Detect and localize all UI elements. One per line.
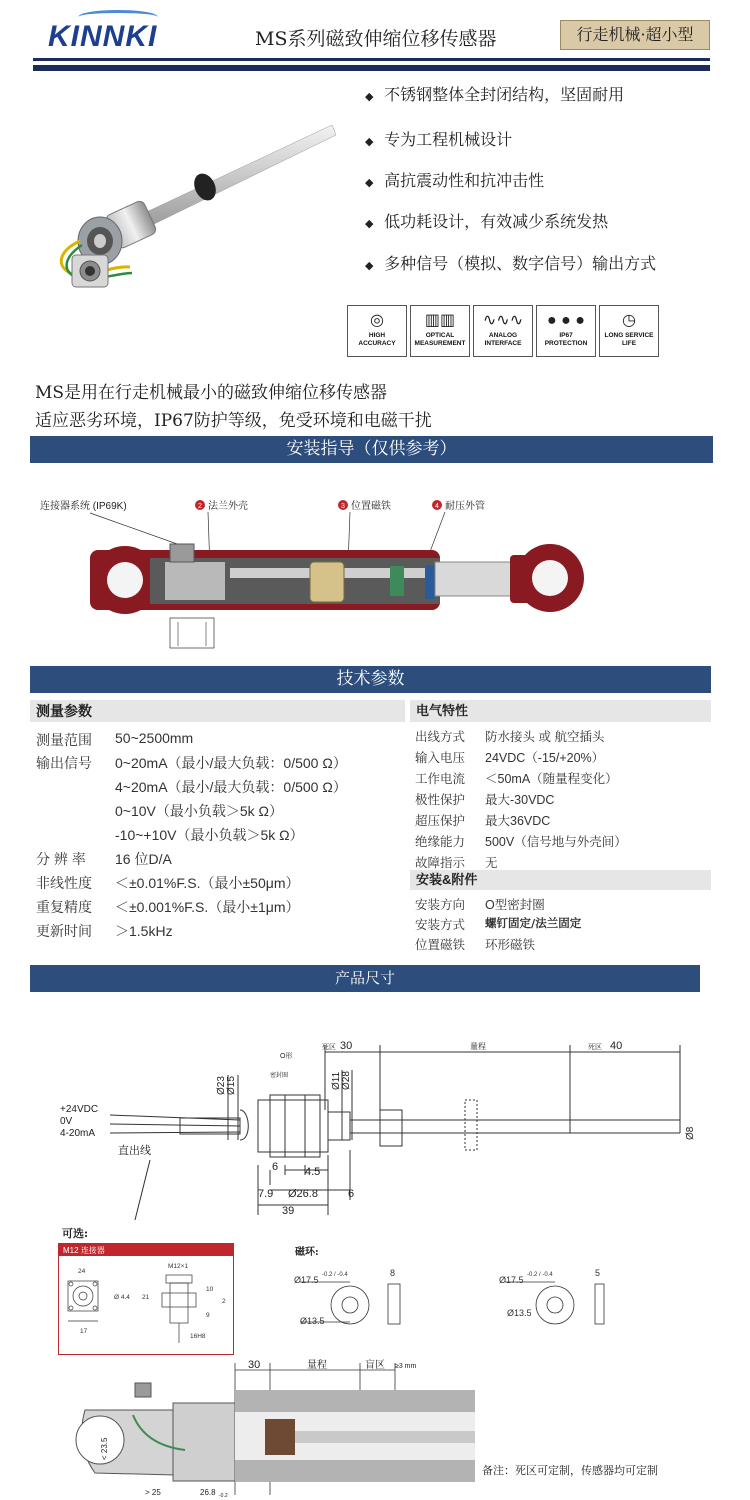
spec-label: 分 辨 率 [36,851,86,867]
feature-item: ◆ 专为工程机械设计 [365,130,513,149]
magnet-ring-2 [495,1260,635,1340]
svg-text:8: 8 [390,1268,396,1278]
svg-text:-0.2 / -0.4: -0.2 / -0.4 [527,1272,553,1278]
product-image [40,115,350,305]
svg-text:Ø 4.4: Ø 4.4 [114,1294,130,1301]
spec-value: O型密封圈 [485,898,545,912]
spec-label: 位置磁铁 [415,938,466,952]
svg-text:-0.2 / -0.4: -0.2 / -0.4 [322,1272,348,1278]
spec-label: 重复精度 [36,899,92,915]
spec-value: 24VDC（-15/+20%） [485,751,605,765]
scale-icon: ▥▥ [424,312,456,329]
svg-text:Ø13.5: Ø13.5 [300,1316,325,1326]
spec-value: ＜±0.01%F.S.（最小±50μm） [115,875,300,891]
svg-text:6: 6 [272,1161,279,1173]
spec-value: 无 [485,856,498,870]
svg-text:Ø8: Ø8 [685,1126,696,1140]
header-rule-thick [33,65,710,71]
spec-value: 4~20mA（最小/最大负载：0/500 Ω） [115,779,347,795]
category-tag: 行走机械·超小型 [560,20,710,50]
svg-text:26.8: 26.8 [200,1488,216,1497]
feature-item: ◆ 低功耗设计，有效减少系统发热 [365,212,609,231]
svg-text:21: 21 [142,1294,150,1301]
svg-text:9: 9 [206,1312,210,1319]
spec-label: 故障指示 [415,856,466,870]
label-connector: 连接器系统 (IP69K) [40,501,127,512]
spec-value: -10~+10V（最小负载＞5k Ω） [115,827,304,843]
svg-text:16H8: 16H8 [190,1333,206,1340]
svg-text:6: 6 [348,1188,355,1200]
svg-text:5: 5 [595,1268,601,1278]
label-tube: 耐压外管 [445,501,485,512]
svg-text:Ø28: Ø28 [341,1071,352,1090]
spec-value: 环形磁铁 [485,938,536,952]
feature-item: ◆ 高抗震动性和抗冲击性 [365,171,545,190]
svg-text:2: 2 [198,503,202,510]
spec-label: 绝缘能力 [415,835,466,849]
badge-optical-measurement: ▥▥ OPTICAL MEASUREMENT [410,305,470,357]
magnet-ring-1 [290,1260,430,1340]
spec-label: 输入电压 [415,751,466,765]
brand-logo: KINNKI [48,20,158,53]
spec-value: 50~2500mm [115,730,194,746]
svg-text:39: 39 [282,1205,295,1217]
install-diagram [30,470,720,660]
cylinder-install-drawing [55,1355,475,1500]
wire-label-24v: +24VDC [60,1104,99,1115]
svg-text:40: 40 [610,1040,623,1052]
svg-text:≥3 mm: ≥3 mm [395,1363,417,1370]
spec-label: 超压保护 [415,814,466,828]
spec-value: 16 位D/A [115,851,172,867]
svg-text:< 23.5: < 23.5 [100,1437,109,1460]
feature-item: ◆ 不锈钢整体全封闭结构，坚固耐用 [365,85,625,104]
feature-item: ◆ 多种信号（模拟、数字信号）输出方式 [365,254,657,273]
install-accessories-head: 安装&附件 [410,870,711,890]
svg-text:量程: 量程 [307,1360,327,1371]
intro-line-1: MS是用在行走机械最小的磁致伸缩位移传感器 [35,383,388,403]
spec-value: 最大36VDC [485,814,551,828]
spec-label: 安装方式 [415,918,466,932]
spec-value: 最大-30VDC [485,793,555,807]
spec-value: ＜50mA（随量程变化） [485,772,618,786]
header-rule [33,58,710,61]
label-magnet: 位置磁铁 [351,501,391,512]
spec-value: 0~10V（最小负载＞5k Ω） [115,803,284,819]
svg-text:4.5: 4.5 [305,1166,321,1178]
svg-text:Ø11: Ø11 [331,1071,342,1090]
note: 备注：死区可定制，传感器均可定制 [482,1464,658,1477]
spec-label: 极性保护 [415,793,466,807]
svg-text:M12×1: M12×1 [168,1263,189,1270]
wire-label-4-20ma: 4-20mA [60,1128,96,1139]
spec-label: 输出信号 [36,755,92,771]
spec-label: 测量范围 [36,732,92,748]
svg-text:密封圈: 密封圈 [270,1073,289,1079]
spec-label: 工作电流 [415,772,466,786]
optional-label: 可选: [62,1227,89,1240]
svg-text:死区: 死区 [322,1044,336,1051]
spec-value: 500V（信号地与外壳间） [485,835,627,849]
spec-value: ＜±0.001%F.S.（最小±1μm） [115,899,300,915]
spec-value: 防水接头 或 航空插头 [485,730,605,744]
svg-text:M12 连接器: M12 连接器 [63,1246,105,1255]
spec-label: 安装方向 [415,898,466,912]
svg-text:10: 10 [206,1286,214,1293]
electrical-head: 电气特性 [410,700,711,722]
svg-text:> 25: > 25 [145,1488,161,1497]
spec-label: 非线性度 [36,875,92,891]
badge-high-accuracy: ◎ HIGH ACCURACY [347,305,407,357]
spec-value: 0~20mA（最小/最大负载：0/500 Ω） [115,755,347,771]
m12-connector-drawing [58,1243,234,1355]
svg-text:3: 3 [341,503,345,510]
svg-text:-0.2: -0.2 [219,1493,228,1499]
spec-value: ＞1.5kHz [115,923,173,939]
drops-icon: ● ● ● [547,312,585,329]
straight-cable-label: 直出线 [118,1145,151,1157]
magnet-ring-label: 磁环: [295,1247,319,1258]
svg-text:Ø23: Ø23 [216,1076,227,1095]
svg-text:O形: O形 [280,1053,293,1060]
wire-label-0v: 0V [60,1116,73,1127]
spec-label: 更新时间 [36,923,92,939]
svg-text:Ø17.5: Ø17.5 [294,1275,319,1285]
svg-text:7.9: 7.9 [258,1188,274,1200]
svg-text:Ø15: Ø15 [226,1076,237,1095]
svg-text:30: 30 [340,1040,353,1052]
svg-text:24: 24 [78,1268,86,1275]
svg-text:Ø26.8: Ø26.8 [288,1188,318,1200]
svg-text:4: 4 [435,503,439,510]
label-flange: 法兰外壳 [208,501,248,512]
clock-gear-icon: ◷ [622,312,636,329]
badge-analog-interface: ∿∿∿ ANALOG INTERFACE [473,305,533,357]
wave-icon: ∿∿∿ [482,312,524,329]
tech-section-bar: 技术参数 [30,666,711,693]
badge-long-service-life: ◷ LONG SERVICE LIFE [599,305,659,357]
svg-text:死区: 死区 [588,1044,602,1051]
svg-text:盲区: 盲区 [365,1360,385,1371]
measure-params-head: 测量参数 [30,700,405,722]
product-title: MS系列磁致伸缩位移传感器 [255,28,497,50]
svg-text:Ø13.5: Ø13.5 [507,1308,532,1318]
svg-text:量程: 量程 [470,1042,486,1051]
dimension-drawing [40,1000,700,1225]
svg-text:2: 2 [222,1298,226,1305]
install-section-bar: 安装指导（仅供参考） [30,436,713,463]
svg-text:17: 17 [80,1328,88,1335]
spec-value: 螺钉固定/法兰固定 [485,916,582,930]
badge-ip67-protection: ● ● ● IP67 PROTECTION [536,305,596,357]
svg-text:Ø17.5: Ø17.5 [499,1275,524,1285]
spec-label: 出线方式 [415,730,466,744]
svg-text:30: 30 [248,1359,261,1371]
target-icon: ◎ [370,312,384,329]
dimensions-section-bar: 产品尺寸 [30,965,700,992]
intro-line-2: 适应恶劣环境，IP67防护等级，免受环境和电磁干扰 [35,411,432,431]
